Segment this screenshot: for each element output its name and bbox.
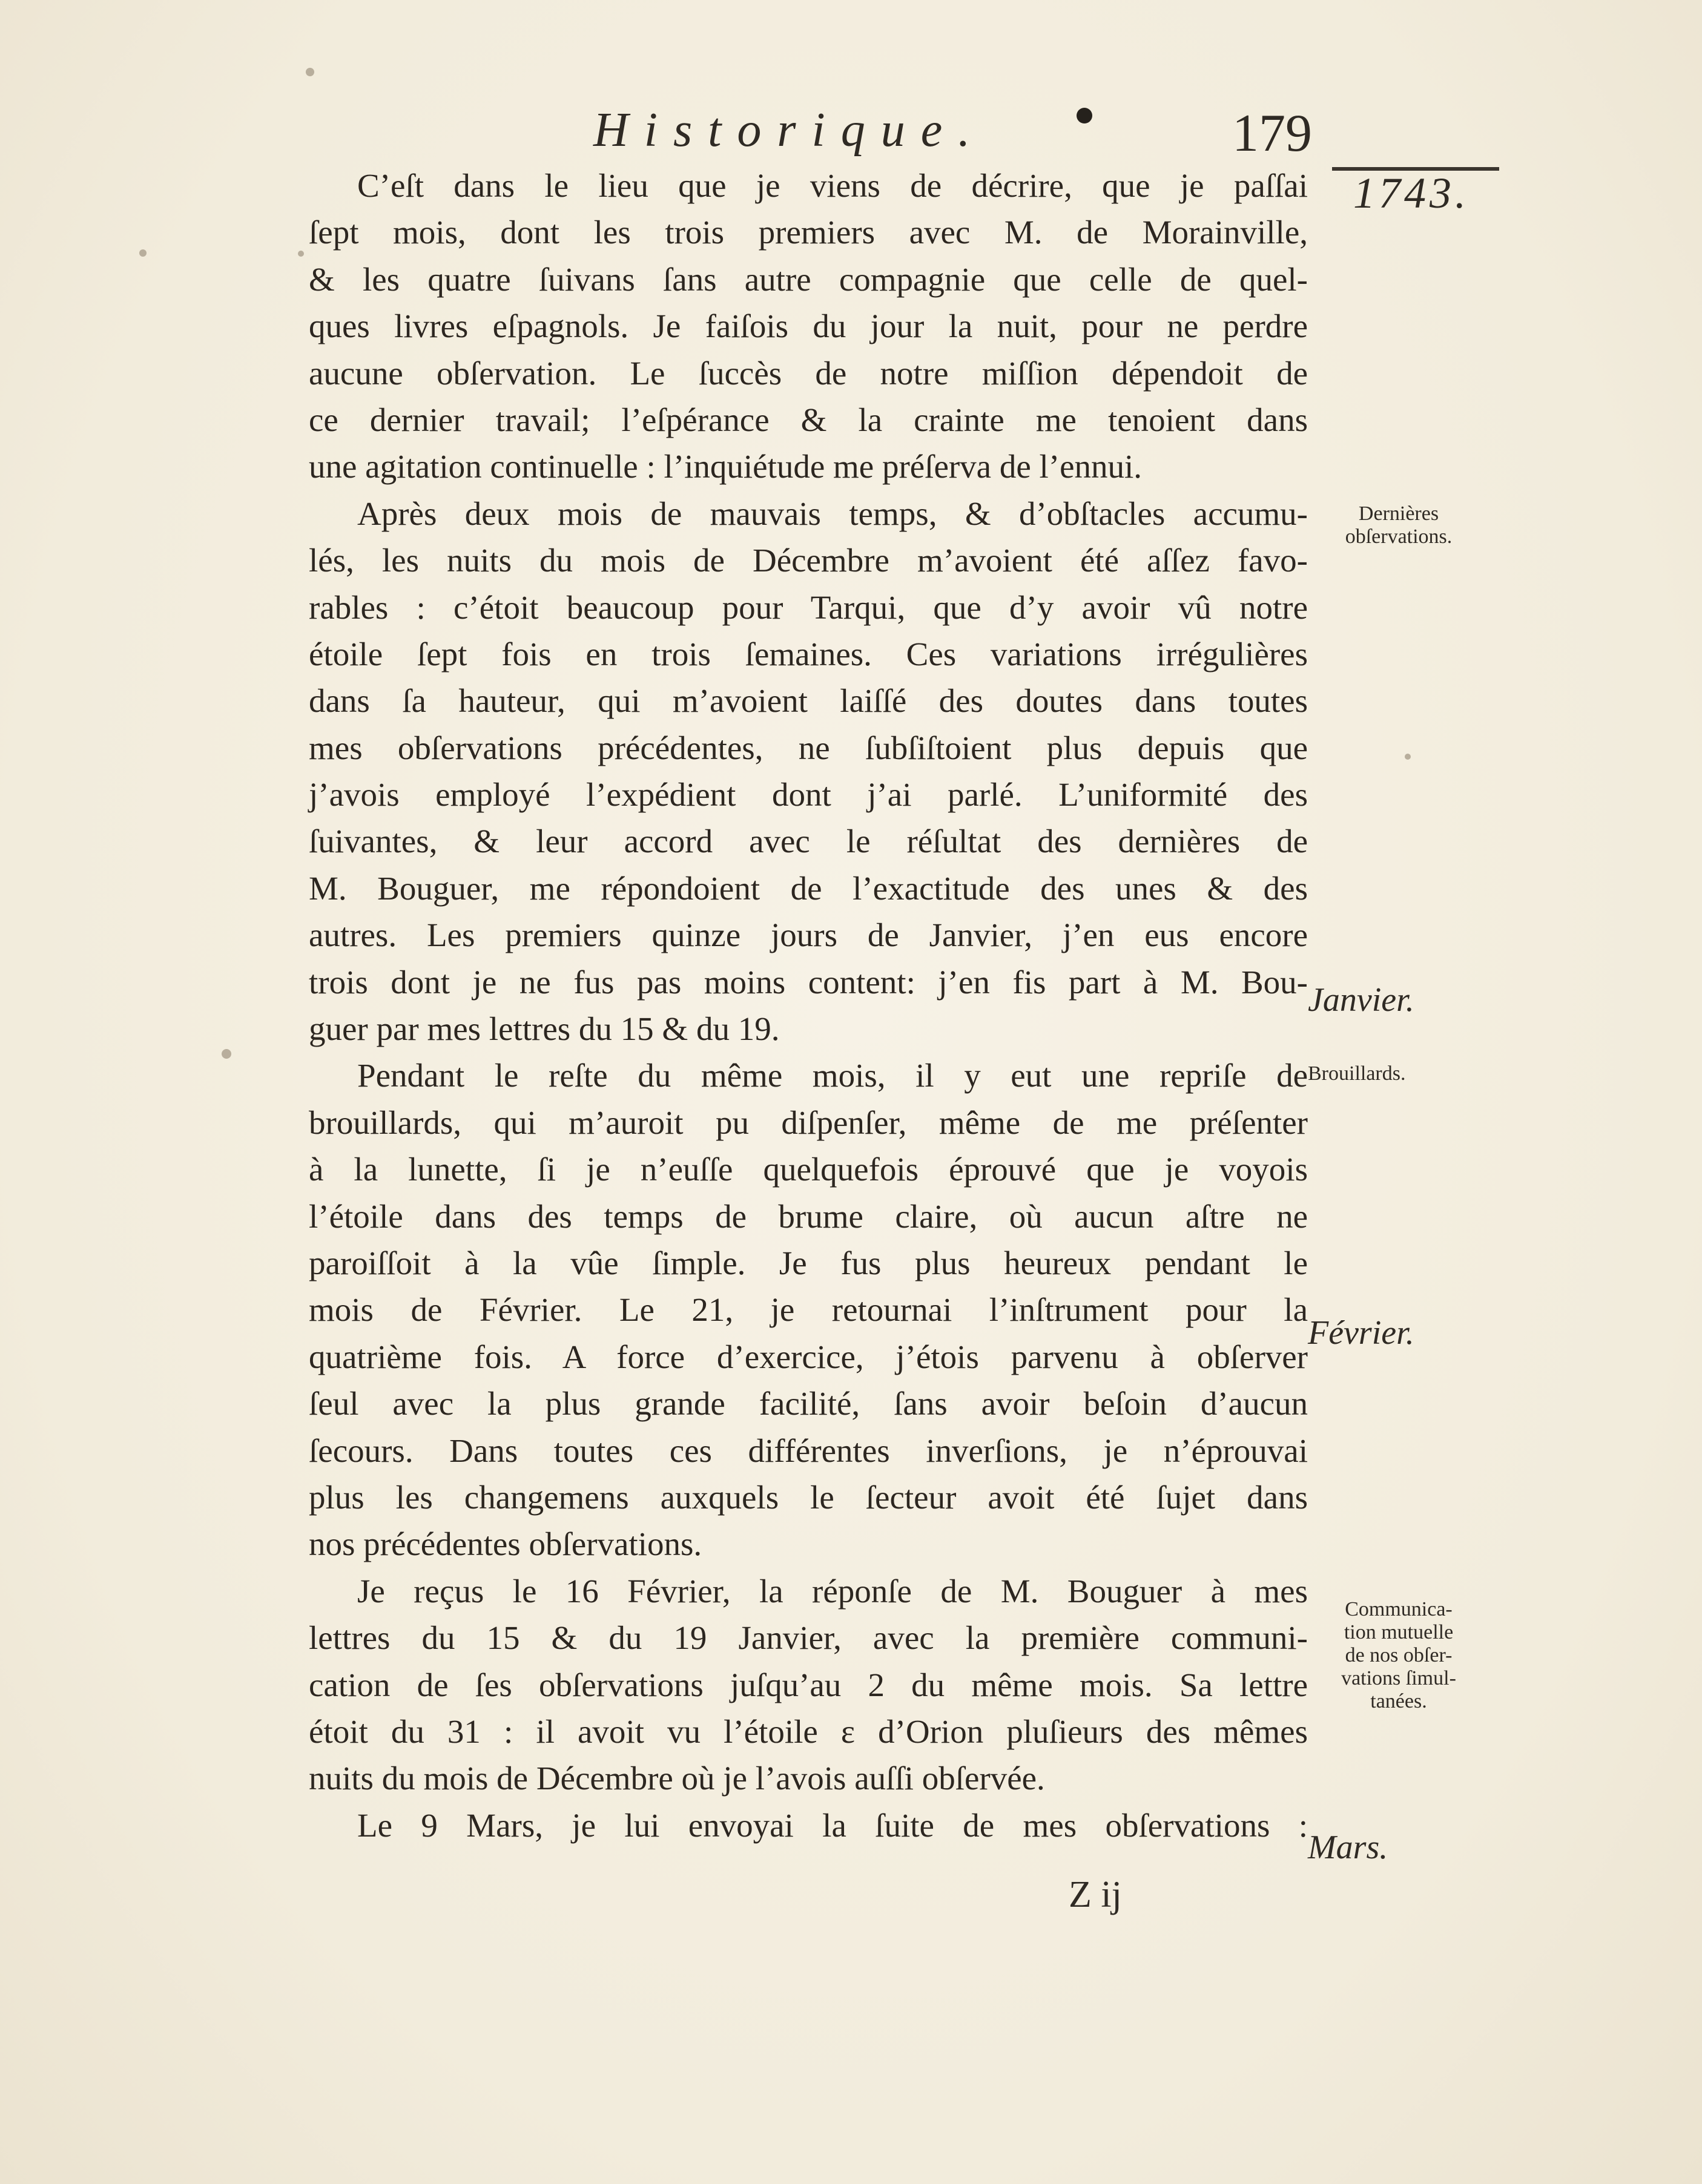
text-line: autres. Les premiers quinze jours de Janvier, j’en eus encore (309, 916, 1308, 954)
text-line: aucune obſervation. Le ſuccès de notre miſſion dépendoit de (309, 354, 1308, 392)
page-number: 179 (1232, 104, 1312, 163)
text-line: Je reçus le 16 Février, la réponſe de M. Bouguer à mes (357, 1572, 1308, 1610)
paper-speck (1405, 754, 1411, 760)
margin-note-communication (1308, 1598, 1489, 1713)
text-line: une agitation continuelle : l’inquiétude me préſerva de l’ennui. (309, 448, 1143, 485)
text-line: l’étoile dans des temps de brume claire, où aucun aſtre ne (309, 1197, 1308, 1235)
margin-note-line: vations ſimul- (1341, 1667, 1456, 1689)
margin-note-line: tanées. (1370, 1690, 1427, 1712)
running-head: Historique. (593, 104, 986, 157)
text-line: rables : c’étoit beaucoup pour Tarqui, que d’y avoir vû notre (309, 588, 1308, 626)
text-line: mois de Février. Le 21, je retournai l’inſtrument pour la (309, 1291, 1308, 1329)
signature-mark: Z ij (1069, 1874, 1122, 1915)
margin-note-brouillards: Brouillards. (1308, 1062, 1406, 1085)
margin-note-janvier: Janvier. (1308, 981, 1414, 1019)
text-line: étoit du 31 : il avoit vu l’étoile ε d’Orion pluſieurs des mêmes (309, 1712, 1308, 1750)
text-line: guer par mes lettres du 15 & du 19. (309, 1010, 780, 1048)
margin-note-dernieres (1308, 502, 1489, 548)
text-line: cation de ſes obſervations juſqu’au 2 du même mois. Sa lettre (309, 1666, 1308, 1703)
text-line: ſecours. Dans toutes ces différentes inverſions, je n’éprouvai (309, 1432, 1308, 1469)
text-line: ce dernier travail; l’eſpérance & la crainte me tenoient dans (309, 401, 1308, 438)
text-line: à la lunette, ſi je n’euſſe quelquefois éprouvé que je voyois (309, 1151, 1308, 1188)
text-line: Pendant le reſte du même mois, il y eut une repriſe de (357, 1057, 1308, 1094)
body-text (309, 162, 1308, 1849)
text-line: ques livres eſpagnols. Je faiſois du jour la nuit, pour ne perdre (309, 308, 1308, 345)
margin-note-line: Dernières (1358, 502, 1439, 525)
year-marginal: 1743. (1353, 169, 1469, 217)
text-line: nuits du mois de Décembre où je l’avois auſſi obſervée. (309, 1760, 1045, 1797)
paper-speck (306, 68, 314, 76)
text-line: nos précédentes obſervations. (309, 1525, 702, 1563)
text-line: ſuivantes, & leur accord avec le réſultat des dernières de (309, 823, 1308, 860)
text-line: j’avois employé l’expédient dont j’ai parlé. L’uniformité des (309, 776, 1308, 814)
text-line: Après deux mois de mauvais temps, & d’obſtacles accumu- (357, 495, 1308, 532)
text-line: dans ſa hauteur, qui m’avoient laiſſé des doutes dans toutes (309, 682, 1308, 720)
text-line: & les quatre ſuivans ſans autre compagnie que celle de quel- (309, 260, 1308, 298)
text-line: Le 9 Mars, je lui envoyai la ſuite de mes obſervations : (357, 1806, 1308, 1844)
text-line: mes obſervations précédentes, ne ſubſiſtoient plus depuis que (309, 729, 1308, 766)
text-line: lés, les nuits du mois de Décembre m’avoient été aſſez favo- (309, 542, 1308, 579)
margin-note-line: Communica- (1345, 1598, 1453, 1620)
text-line: brouillards, qui m’auroit pu diſpenſer, même de me préſenter (309, 1104, 1308, 1141)
margin-note-line: obſervations. (1345, 525, 1453, 548)
margin-note-fevrier: Février. (1308, 1314, 1414, 1352)
text-line: plus les changemens auxquels le ſecteur avoit été ſujet dans (309, 1478, 1308, 1516)
text-line: ſept mois, dont les trois premiers avec M. de Morainville, (309, 214, 1308, 251)
text-line: C’eſt dans le lieu que je viens de décrire, que je paſſai (357, 167, 1308, 204)
text-line: ſeul avec la plus grande facilité, ſans avoir beſoin d’aucun (309, 1385, 1308, 1423)
text-line: trois dont je ne fus pas moins content: j’en fis part à M. Bou- (309, 963, 1308, 1001)
paper-speck (222, 1049, 231, 1059)
paper-speck (298, 251, 304, 257)
text-line: étoile ſept fois en trois ſemaines. Ces variations irrégulières (309, 635, 1308, 673)
text-line: lettres du 15 & du 19 Janvier, avec la première communi- (309, 1619, 1308, 1657)
text-line: M. Bouguer, me répondoient de l’exactitude des unes & des (309, 869, 1308, 907)
margin-note-line: tion mutuelle (1344, 1621, 1454, 1643)
paper-speck (139, 249, 147, 257)
ink-dot (1077, 108, 1092, 123)
margin-note-line: de nos obſer- (1345, 1644, 1453, 1666)
margin-note-mars: Mars. (1308, 1829, 1388, 1866)
text-line: paroiſſoit à la vûe ſimple. Je fus plus heureux pendant le (309, 1244, 1308, 1281)
text-line: quatrième fois. A force d’exercice, j’étois parvenu à obſerver (309, 1338, 1308, 1375)
